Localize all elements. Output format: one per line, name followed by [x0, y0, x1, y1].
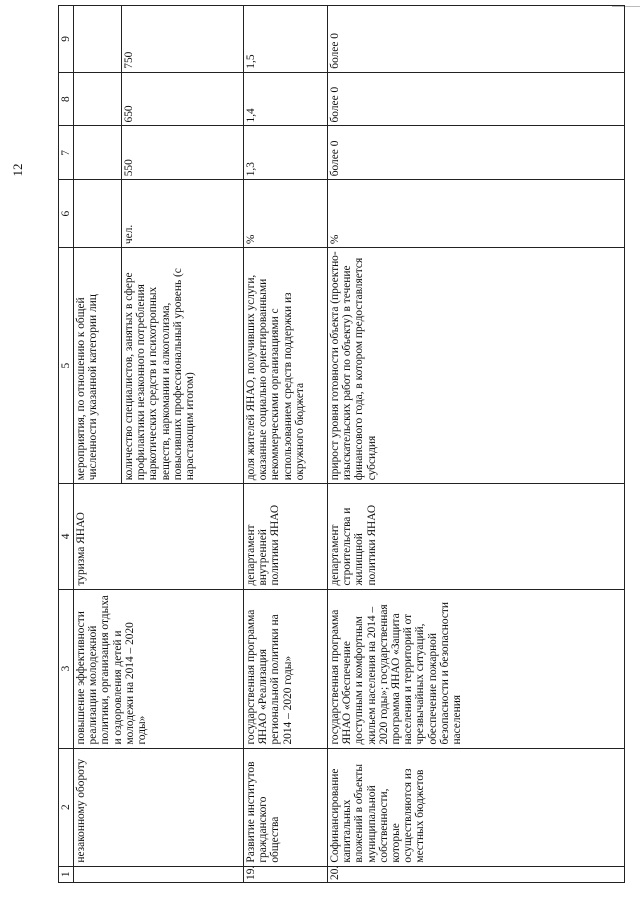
column-header: 4	[59, 484, 74, 589]
row-value-8: 650	[122, 72, 244, 126]
column-header: 7	[59, 126, 74, 180]
table-row	[328, 6, 625, 883]
column-header: 2	[59, 748, 74, 866]
row-value-7: более 0	[328, 126, 625, 180]
row-indicator: доля жителей ЯНАО, получивших услуги, оказанные социально ориентированными некоммерческими организациями с использованием средств поддержки из окружного бюджета	[244, 248, 328, 484]
row-indicator: мероприятия, по отношению к общей численности указанной категории лиц	[74, 248, 122, 484]
row-value-9	[74, 6, 122, 73]
row-value-9: 750	[122, 6, 244, 73]
row-name: Софинансирование капитальных вложений в объекты муниципальной собственности, которые осуществляются из местных бюджетов	[328, 748, 625, 866]
row-name: незаконному обороту	[74, 748, 244, 866]
column-header: 5	[59, 248, 74, 484]
page-number: 12	[10, 163, 25, 177]
row-value-8: 1,4	[244, 72, 328, 126]
row-value-8	[74, 72, 122, 126]
header-row	[59, 6, 74, 883]
row-name: Развитие институтов гражданского общества	[244, 748, 328, 866]
row-value-7	[74, 126, 122, 180]
row-executor: туризма ЯНАО	[74, 484, 244, 589]
column-header: 1	[59, 866, 74, 882]
column-header: 6	[59, 180, 74, 248]
rotated-table-wrapper	[58, 5, 625, 883]
row-value-9: более 0	[328, 6, 625, 73]
row-executor: департамент внутренней политики ЯНАО	[244, 484, 328, 589]
row-unit	[74, 180, 122, 248]
row-executor: департамент строительства и жилищной политики ЯНАО	[328, 484, 625, 589]
column-header: 9	[59, 6, 74, 73]
row-indicator: прирост уровня готовности объекта (проектно-изыскательских работ по объекту) в течение финансового года, в котором предоставляется субсидия	[328, 248, 625, 484]
row-program: государственная программа ЯНАО «Обеспечение доступным и комфортным жильем населения на 2014 – 2020 годы»; государственная программа ЯНАО «Защита населения и территорий от чрезвычайных ситуаций, обеспечение пожарной безопасности и безопасности населения	[328, 589, 625, 748]
row-unit: чел.	[122, 180, 244, 248]
row-indicator: количество специалистов, занятых в сфере профилактики незаконного потребления наркотических средств и психотропных веществ, наркомании и алкоголизма, повысивших профессиональный уровень (с нарастающим итогом)	[122, 248, 244, 484]
row-value-7: 1,3	[244, 126, 328, 180]
column-header: 8	[59, 72, 74, 126]
row-program: повышение эффективности реализации молодежной политики, организация отдыха и оздоровления детей и молодежи на 2014 – 2020 годы»	[74, 589, 244, 748]
row-unit: %	[244, 180, 328, 248]
table-row	[74, 6, 122, 883]
row-number: 19.	[244, 866, 328, 882]
row-program: государственная программа ЯНАО «Реализация региональной политики на 2014 – 2020 годы»	[244, 589, 328, 748]
row-value-8: более 0	[328, 72, 625, 126]
row-number: 20.	[328, 866, 625, 882]
row-unit: %	[328, 180, 625, 248]
row-value-9: 1,5	[244, 6, 328, 73]
row-value-7: 550	[122, 126, 244, 180]
indicators-table	[58, 5, 625, 883]
table-row	[244, 6, 328, 883]
row-number	[74, 866, 244, 882]
column-header: 3	[59, 589, 74, 748]
